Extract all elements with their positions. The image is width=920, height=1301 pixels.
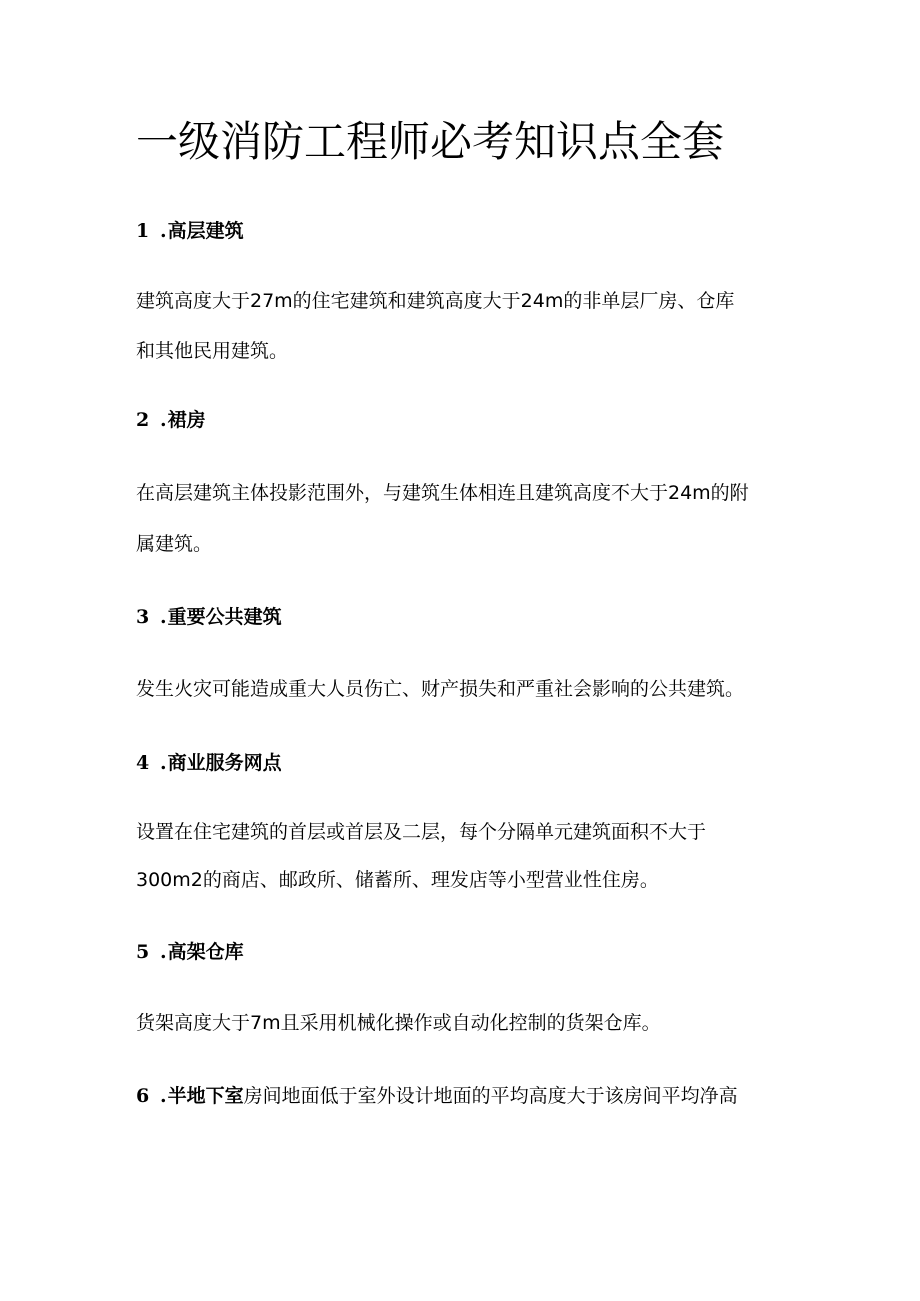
section-number: 1 — [136, 220, 150, 242]
section-number: 2 — [136, 409, 150, 431]
section-number: 5 — [136, 941, 150, 963]
section-dot: . — [160, 220, 167, 242]
section-heading-5 — [136, 938, 244, 966]
section-1-line-2: 和其他民用建筑。 — [136, 340, 289, 362]
section-3-line-1: 发生火灾可能造成重大人员伤亡、财产损失和严重社会影响的公共建筑。 — [136, 678, 745, 700]
section-heading-text: 半地下室 — [167, 1085, 244, 1107]
section-heading-3 — [136, 603, 282, 631]
section-4-line-2: 300m2的商店、邮政所、储蓄所、理发店等小型营业性住房。 — [136, 869, 659, 891]
section-2-line-1: 在高层建筑主体投影范围外，与建筑生体相连且建筑高度不大于24m的附 — [136, 482, 749, 504]
section-heading-text: 商业服务网点 — [167, 752, 282, 774]
section-2-line-2: 属建筑。 — [136, 533, 213, 555]
section-1-line-1: 建筑高度大于27m的住宅建筑和建筑高度大于24m的非单层厂房、仓库 — [136, 290, 735, 312]
section-heading-4 — [136, 749, 282, 777]
section-heading-text: 裙房 — [167, 409, 206, 431]
section-heading-1 — [136, 217, 244, 245]
section-dot: . — [160, 1085, 167, 1107]
section-heading-text: 高架仓库 — [167, 941, 244, 963]
section-5-line-1: 货架高度大于7m且采用机械化操作或自动化控制的货架仓库。 — [136, 1012, 661, 1034]
section-number: 3 — [136, 606, 150, 628]
page-title: 一级消防工程师必考知识点全套 — [136, 117, 725, 166]
section-heading-2 — [136, 406, 206, 434]
section-number: 4 — [136, 752, 150, 774]
section-dot: . — [160, 941, 167, 963]
section-heading-text: 重要公共建筑 — [167, 606, 282, 628]
section-heading-text: 高层建筑 — [167, 220, 244, 242]
section-number: 6 — [136, 1085, 150, 1107]
section-heading-6 — [136, 1082, 738, 1110]
section-dot: . — [160, 409, 167, 431]
section-6-inline-text: 房间地面低于室外设计地面的平均高度大于该房间平均净高 — [243, 1085, 738, 1107]
section-dot: . — [160, 752, 167, 774]
section-dot: . — [160, 606, 167, 628]
section-4-line-1: 设置在住宅建筑的首层或首层及二层，每个分隔单元建筑面积不大于 — [136, 821, 707, 843]
